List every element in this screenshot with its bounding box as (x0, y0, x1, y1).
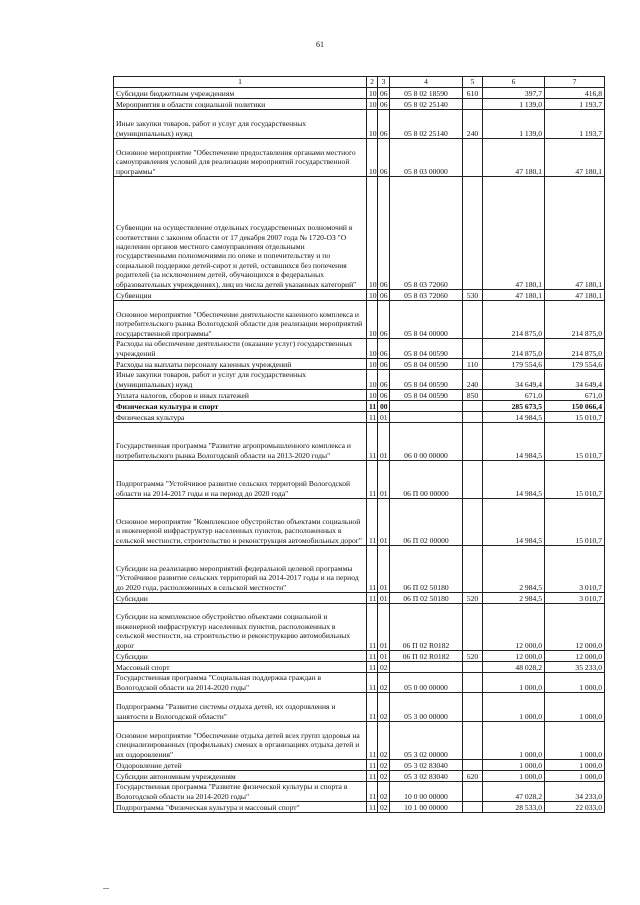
expense-type-cell (463, 499, 483, 546)
target-article-cell: 05 8 03 72060 (390, 177, 463, 290)
row-name-cell: Основное мероприятие "Обеспечение предоставления органами местного самоуправления условий для реализации мероприятий государственной программы" (114, 139, 367, 177)
section-code-cell: 10 (367, 139, 378, 177)
table-row (114, 546, 605, 593)
expense-type-cell (463, 673, 483, 693)
table-row (114, 722, 605, 760)
table-row (114, 99, 605, 110)
amount-year2-cell: 214 875,0 (545, 339, 605, 359)
row-name-cell: Субсидии (114, 593, 367, 604)
expense-type-cell: 620 (463, 771, 483, 782)
subsection-code-cell: 06 (378, 139, 390, 177)
row-name-cell: Подпрограмма "Развитие системы отдыха детей, их оздоровления и занятости в Вологодской области" (114, 693, 367, 722)
table-row (114, 693, 605, 722)
target-article-cell: 06 П 02 R0182 (390, 604, 463, 651)
section-code-cell: 11 (367, 604, 378, 651)
amount-year2-cell: 1 000,0 (545, 760, 605, 771)
row-name-cell: Государственная программа "Социальная поддержка граждан в Вологодской области на 2014-2020 годы" (114, 673, 367, 693)
amount-year1-cell: 47 180,1 (483, 139, 545, 177)
table-row (114, 673, 605, 693)
section-code-cell: 11 (367, 423, 378, 461)
amount-year2-cell: 34 233,0 (545, 782, 605, 802)
row-name-cell: Субсидии на комплексное обустройство объектами социальной и инженерной инфраструктур населенных пунктов, расположенных в сельской местности, на строительство и реконструкцию автомобильных дорог (114, 604, 367, 651)
target-article-cell: 06 П 02 00000 (390, 499, 463, 546)
row-name-cell: Мероприятия в области социальной политики (114, 99, 367, 110)
table-row (114, 499, 605, 546)
row-name-cell: Основное мероприятие "Обеспечение отдыха детей всех групп здоровья на специализированных (профильных) сменах в организациях отдыха детей и их оздоровления" (114, 722, 367, 760)
expense-type-cell (463, 693, 483, 722)
amount-year1-cell: 671,0 (483, 390, 545, 401)
table-row (114, 401, 605, 412)
subsection-code-cell: 01 (378, 651, 390, 662)
expense-type-cell: 850 (463, 390, 483, 401)
amount-year2-cell: 47 180,1 (545, 139, 605, 177)
row-name-cell: Субсидии автономным учреждениям (114, 771, 367, 782)
subsection-code-cell: 06 (378, 370, 390, 390)
amount-year1-cell: 47 028,2 (483, 782, 545, 802)
expense-type-cell (463, 301, 483, 339)
row-name-cell: Оздоровление детей (114, 760, 367, 771)
expense-type-cell: 110 (463, 359, 483, 370)
subsection-code-cell: 01 (378, 412, 390, 423)
subsection-code-cell: 02 (378, 693, 390, 722)
expense-type-cell (463, 401, 483, 412)
amount-year1-cell: 1 000,0 (483, 673, 545, 693)
expense-type-cell (463, 802, 483, 813)
amount-year1-cell: 14 984,5 (483, 461, 545, 499)
margin-mark (103, 888, 109, 889)
section-code-cell: 10 (367, 301, 378, 339)
section-code-cell: 11 (367, 673, 378, 693)
target-article-cell: 05 0 00 00000 (390, 673, 463, 693)
section-code-cell: 11 (367, 771, 378, 782)
table-row (114, 662, 605, 673)
expense-type-cell (463, 760, 483, 771)
row-name-cell: Субсидии на реализацию мероприятий федеральной целевой программы "Устойчивое развитие сельских территорий на 2014-2017 годы и на период до 2020 года, расположенных в сельской местности" (114, 546, 367, 593)
table-row (114, 604, 605, 651)
target-article-cell: 05 8 02 25140 (390, 99, 463, 110)
table-row (114, 461, 605, 499)
table-row (114, 412, 605, 423)
row-name-cell: Подпрограмма "Устойчивое развитие сельских территорий Вологодской области на 2014-2017 годы и на период до 2020 года" (114, 461, 367, 499)
amount-year1-cell: 285 673,5 (483, 401, 545, 412)
section-code-cell: 10 (367, 370, 378, 390)
subsection-code-cell: 01 (378, 604, 390, 651)
target-article-cell: 05 8 03 00000 (390, 139, 463, 177)
subsection-code-cell: 02 (378, 802, 390, 813)
expense-type-cell (463, 782, 483, 802)
amount-year2-cell: 1 193,7 (545, 110, 605, 139)
expense-type-cell (463, 177, 483, 290)
row-name-cell: Субсидии бюджетным учреждениям (114, 88, 367, 99)
expense-type-cell (463, 412, 483, 423)
amount-year2-cell: 3 010,7 (545, 593, 605, 604)
row-name-cell: Уплата налогов, сборов и иных платежей (114, 390, 367, 401)
row-name-cell: Иные закупки товаров, работ и услуг для государственных (муниципальных) нужд (114, 370, 367, 390)
table-row (114, 760, 605, 771)
budget-table (113, 76, 605, 813)
subsection-code-cell: 06 (378, 290, 390, 301)
row-name-cell: Расходы на выплаты персоналу казенных учреждений (114, 359, 367, 370)
expense-type-cell (463, 461, 483, 499)
row-name-cell: Основное мероприятие "Обеспечение деятельности казенного комплекса и потребительского рынка Вологодской области для реализации мероприятий государственной программы" (114, 301, 367, 339)
subsection-code-cell: 06 (378, 99, 390, 110)
target-article-cell (390, 662, 463, 673)
amount-year1-cell: 14 984,5 (483, 499, 545, 546)
row-name-cell: Субсидии (114, 651, 367, 662)
section-code-cell: 10 (367, 110, 378, 139)
table-row (114, 771, 605, 782)
amount-year1-cell: 28 533,0 (483, 802, 545, 813)
subsection-code-cell: 02 (378, 722, 390, 760)
amount-year1-cell: 14 984,5 (483, 423, 545, 461)
subsection-code-cell: 00 (378, 401, 390, 412)
expense-type-cell: 240 (463, 370, 483, 390)
amount-year2-cell: 671,0 (545, 390, 605, 401)
row-name-cell: Субвенции (114, 290, 367, 301)
amount-year1-cell: 214 875,0 (483, 301, 545, 339)
amount-year2-cell: 15 010,7 (545, 412, 605, 423)
table-row (114, 301, 605, 339)
row-name-cell: Субвенции на осуществление отдельных государственных полномочий в соответствии с законом области от 17 декабря 2007 года № 1720-ОЗ "О наделении органов местного самоуправления отдельными государственными полномочиями по опеке и попечительству и по социальной поддержке детей-сирот и детей, оставшихся без попечения родителей (за исключением детей, обучающихся в федеральных образовательных учреждениях), лиц из числа детей указанных категорий" (114, 177, 367, 290)
target-article-cell: 06 П 00 00000 (390, 461, 463, 499)
subsection-code-cell: 06 (378, 88, 390, 99)
row-name-cell: Иные закупки товаров, работ и услуг для государственных (муниципальных) нужд (114, 110, 367, 139)
expense-type-cell (463, 99, 483, 110)
section-code-cell: 10 (367, 390, 378, 401)
target-article-cell: 05 8 04 00590 (390, 339, 463, 359)
section-code-cell: 11 (367, 782, 378, 802)
amount-year1-cell: 179 554,6 (483, 359, 545, 370)
table-row (114, 651, 605, 662)
amount-year1-cell: 2 984,5 (483, 593, 545, 604)
section-code-cell: 11 (367, 546, 378, 593)
amount-year2-cell: 35 233,0 (545, 662, 605, 673)
target-article-cell: 10 1 00 00000 (390, 802, 463, 813)
amount-year2-cell: 1 000,0 (545, 771, 605, 782)
target-article-cell: 05 3 00 00000 (390, 693, 463, 722)
amount-year2-cell: 12 000,0 (545, 604, 605, 651)
row-name-cell: Основное мероприятие "Комплексное обустройство объектами социальной и инженерной инфраструктур населенных пунктов, расположенных в сельской местности, строительство и реконструкция автомобильных дорог" (114, 499, 367, 546)
section-code-cell: 11 (367, 760, 378, 771)
section-code-cell: 11 (367, 802, 378, 813)
column-header: 7 (545, 77, 605, 88)
page-number: 61 (316, 40, 324, 49)
subsection-code-cell: 02 (378, 662, 390, 673)
row-name-cell: Государственная программа "Развитие агропромышленного комплекса и потребительского рынка Вологодской области на 2013-2020 годы" (114, 423, 367, 461)
amount-year2-cell: 15 010,7 (545, 423, 605, 461)
section-code-cell: 11 (367, 651, 378, 662)
section-code-cell: 10 (367, 99, 378, 110)
section-code-cell: 10 (367, 177, 378, 290)
amount-year1-cell: 47 180,1 (483, 177, 545, 290)
expense-type-cell: 530 (463, 290, 483, 301)
table-row (114, 802, 605, 813)
section-code-cell: 10 (367, 339, 378, 359)
amount-year1-cell: 1 000,0 (483, 722, 545, 760)
amount-year1-cell: 1 000,0 (483, 693, 545, 722)
amount-year2-cell: 150 066,4 (545, 401, 605, 412)
target-article-cell: 06 П 02 50180 (390, 546, 463, 593)
target-article-cell: 06 П 02 50180 (390, 593, 463, 604)
expense-type-cell (463, 139, 483, 177)
table-header-row (114, 77, 605, 88)
subsection-code-cell: 06 (378, 339, 390, 359)
target-article-cell: 05 8 02 25140 (390, 110, 463, 139)
amount-year1-cell: 14 984,5 (483, 412, 545, 423)
amount-year1-cell: 1 139,0 (483, 99, 545, 110)
expense-type-cell: 520 (463, 593, 483, 604)
amount-year2-cell: 179 554,6 (545, 359, 605, 370)
target-article-cell: 10 0 00 00000 (390, 782, 463, 802)
section-code-cell: 11 (367, 412, 378, 423)
amount-year1-cell: 12 000,0 (483, 651, 545, 662)
amount-year2-cell: 15 010,7 (545, 461, 605, 499)
amount-year2-cell: 1 000,0 (545, 693, 605, 722)
section-code-cell: 11 (367, 401, 378, 412)
subsection-code-cell: 01 (378, 593, 390, 604)
amount-year2-cell: 15 010,7 (545, 499, 605, 546)
column-header: 1 (114, 77, 367, 88)
table-row (114, 139, 605, 177)
amount-year1-cell: 2 984,5 (483, 546, 545, 593)
table-row (114, 177, 605, 290)
target-article-cell: 05 8 02 18590 (390, 88, 463, 99)
expense-type-cell (463, 546, 483, 593)
subsection-code-cell: 02 (378, 673, 390, 693)
amount-year1-cell: 34 649,4 (483, 370, 545, 390)
amount-year2-cell: 1 000,0 (545, 722, 605, 760)
subsection-code-cell: 06 (378, 359, 390, 370)
table-row (114, 423, 605, 461)
amount-year2-cell: 1 193,7 (545, 99, 605, 110)
target-article-cell: 05 8 03 72060 (390, 290, 463, 301)
amount-year2-cell: 47 180,1 (545, 177, 605, 290)
column-header: 4 (390, 77, 463, 88)
target-article-cell: 05 8 04 00590 (390, 390, 463, 401)
subsection-code-cell: 02 (378, 771, 390, 782)
target-article-cell: 06 П 02 R0182 (390, 651, 463, 662)
table-row (114, 110, 605, 139)
row-name-cell: Расходы на обеспечение деятельности (оказание услуг) государственных учреждений (114, 339, 367, 359)
section-code-cell: 11 (367, 593, 378, 604)
section-code-cell: 11 (367, 499, 378, 546)
amount-year1-cell: 48 028,2 (483, 662, 545, 673)
target-article-cell: 05 3 02 00000 (390, 722, 463, 760)
expense-type-cell: 610 (463, 88, 483, 99)
column-header: 6 (483, 77, 545, 88)
amount-year1-cell: 47 180,1 (483, 290, 545, 301)
expense-type-cell (463, 423, 483, 461)
subsection-code-cell: 01 (378, 499, 390, 546)
section-code-cell: 11 (367, 722, 378, 760)
amount-year2-cell: 416,8 (545, 88, 605, 99)
target-article-cell: 05 3 02 83040 (390, 771, 463, 782)
table-row (114, 339, 605, 359)
row-name-cell: Физическая культура и спорт (114, 401, 367, 412)
section-code-cell: 10 (367, 359, 378, 370)
amount-year2-cell: 1 000,0 (545, 673, 605, 693)
row-name-cell: Подпрограмма "Физическая культура и массовый спорт" (114, 802, 367, 813)
table-row (114, 782, 605, 802)
subsection-code-cell: 01 (378, 546, 390, 593)
table-row (114, 88, 605, 99)
subsection-code-cell: 02 (378, 760, 390, 771)
section-code-cell: 10 (367, 290, 378, 301)
table-row (114, 370, 605, 390)
subsection-code-cell: 06 (378, 110, 390, 139)
amount-year2-cell: 214 875,0 (545, 301, 605, 339)
amount-year1-cell: 214 875,0 (483, 339, 545, 359)
row-name-cell: Государственная программа "Развитие физической культуры и спорта в Вологодской области на 2014-2020 годы" (114, 782, 367, 802)
target-article-cell (390, 401, 463, 412)
section-code-cell: 11 (367, 693, 378, 722)
amount-year1-cell: 397,7 (483, 88, 545, 99)
row-name-cell: Массовый спорт (114, 662, 367, 673)
table-row (114, 390, 605, 401)
expense-type-cell (463, 722, 483, 760)
amount-year2-cell: 3 010,7 (545, 546, 605, 593)
table-row (114, 290, 605, 301)
subsection-code-cell: 06 (378, 177, 390, 290)
table-row (114, 593, 605, 604)
target-article-cell (390, 412, 463, 423)
expense-type-cell (463, 662, 483, 673)
column-header: 5 (463, 77, 483, 88)
subsection-code-cell: 02 (378, 782, 390, 802)
expense-type-cell: 520 (463, 651, 483, 662)
amount-year2-cell: 47 180,1 (545, 290, 605, 301)
target-article-cell: 05 8 04 00590 (390, 370, 463, 390)
amount-year1-cell: 1 139,0 (483, 110, 545, 139)
section-code-cell: 11 (367, 662, 378, 673)
section-code-cell: 11 (367, 461, 378, 499)
subsection-code-cell: 06 (378, 390, 390, 401)
row-name-cell: Физическая культура (114, 412, 367, 423)
amount-year1-cell: 1 000,0 (483, 771, 545, 782)
amount-year1-cell: 12 000,0 (483, 604, 545, 651)
column-header: 2 (367, 77, 378, 88)
expense-type-cell (463, 604, 483, 651)
target-article-cell: 06 0 00 00000 (390, 423, 463, 461)
amount-year2-cell: 34 649,4 (545, 370, 605, 390)
amount-year1-cell: 1 000,0 (483, 760, 545, 771)
subsection-code-cell: 06 (378, 301, 390, 339)
amount-year2-cell: 12 000,0 (545, 651, 605, 662)
subsection-code-cell: 01 (378, 423, 390, 461)
section-code-cell: 10 (367, 88, 378, 99)
target-article-cell: 05 3 02 83040 (390, 760, 463, 771)
target-article-cell: 05 8 04 00590 (390, 359, 463, 370)
expense-type-cell: 240 (463, 110, 483, 139)
expense-type-cell (463, 339, 483, 359)
column-header: 3 (378, 77, 390, 88)
table-row (114, 359, 605, 370)
subsection-code-cell: 01 (378, 461, 390, 499)
target-article-cell: 05 8 04 00000 (390, 301, 463, 339)
amount-year2-cell: 22 033,0 (545, 802, 605, 813)
